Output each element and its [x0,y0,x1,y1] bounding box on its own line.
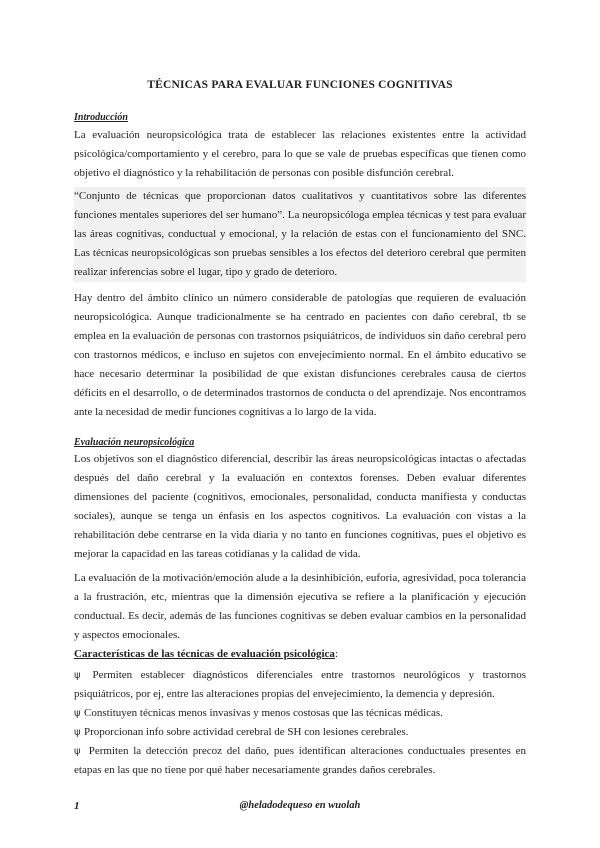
list-item-text: Constituyen técnicas menos invasivas y menos costosas que las técnicas médicas. [84,707,443,719]
document-title: TÉCNICAS PARA EVALUAR FUNCIONES COGNITIVAS [147,79,453,91]
characteristics-heading-colon: : [334,648,338,660]
list-item [74,742,526,780]
evaluation-paragraph-2: La evaluación de la motivación/emoción alude a la desinhibición, euforia, agresividad, poca tolerancia a la frustración, etc, mientras que la dimensión ejecutiva se refiere a la planificación y ejecución conductual. Es decir, además de las funciones cognitivas se deben evaluar cambios en la personalidad y aspectos emocionales. [74,572,526,641]
psi-bullet-icon: ψ [74,746,81,757]
characteristics-heading-text: Características de las técnicas de evaluación psicológica [74,648,335,660]
psi-bullet-icon: ψ [74,708,81,719]
list-item-text: Proporcionan info sobre actividad cerebral de SH con lesiones cerebrales. [84,726,409,738]
intro-paragraph-1: La evaluación neuropsicológica trata de establecer las relaciones existentes entre la actividad psicológica/comportamiento y el cerebro, para lo que se vale de pruebas específicas que tienen como objetivo el diagnóstico y la rehabilitación de personas con posible disfunción cerebral. [74,129,526,179]
evaluation-paragraph-1: Los objetivos son el diagnóstico diferencial, describir las áreas neuropsicológicas intactas o afectadas después del daño cerebral y la evaluación en contextos forenses. Deben evaluar diferentes dimensiones del paciente (cognitivos, emocionales, personalidad, conducta manifiesta y conductas sociales), aunque se tenga un énfasis en los aspectos cognitivos. La evaluación con vistas a la rehabilitación debe centrarse en la vida diaria y no tanto en funciones cognitivas, pues el objetivo es mejorar la capacidad en las tareas cotidianas y la calidad de vida. [74,453,526,560]
evaluation-heading: Evaluación neuropsicológica [74,437,195,448]
intro-paragraph-2-quote: “Conjunto de técnicas que proporcionan datos cualitativos y cuantitativos sobre las diferentes funciones mentales superiores del ser humano”. La neuropsicóloga emplea técnicas y test para evaluar las áreas cognitivas, conductual y emocional, y la relación de estas con el funcionamiento del SNC. Las técnicas neuropsicológicas son pruebas sensibles a los efectos del deterioro cerebral que permiten realizar inferencias sobre el lugar, tipo y grado de deterioro. [74,187,526,282]
list-item [74,666,526,704]
page-number: 1 [74,800,80,812]
list-item [74,723,526,742]
intro-paragraph-3: Hay dentro del ámbito clínico un número considerable de patologías que requieren de evaluación neuropsicológica. Aunque tradicionalmente se ha centrado en pacientes con daño cerebral, tb se emplea en la evaluación de personas con trastornos psiquiátricos, de individuos sin daño cerebral pero con trastornos médicos, e incluso en sujetos con envejecimiento normal. En el ámbito educativo se hace necesario determinar la posibilidad de que existan disfunciones cerebrales causa de ciertos déficits en el desarrollo, o de determinados trastornos de conducta o del aprendizaje. Nos encontramos ante la necesidad de medir funciones cognitivas a lo largo de la vida. [74,292,526,418]
list-item [74,704,526,723]
psi-bullet-icon: ψ [74,727,81,738]
characteristics-heading [74,648,338,660]
intro-heading: Introducción [74,112,128,123]
list-item-text: Permiten la detección precoz del daño, pues identifican alteraciones conductuales presentes en etapas en las que no tiene por qué haber necesariamente grandes daños cerebrales. [74,745,526,776]
characteristics-list [74,666,526,780]
footer-watermark: @heladodequeso en wuolah [239,800,361,811]
list-item-text: Permiten establecer diagnósticos diferenciales entre trastornos neurológicos y trastornos psiquiátricos, por ej, entre las alteraciones propias del envejecimiento, la demencia y depresión. [74,669,526,700]
psi-bullet-icon: ψ [74,670,81,681]
